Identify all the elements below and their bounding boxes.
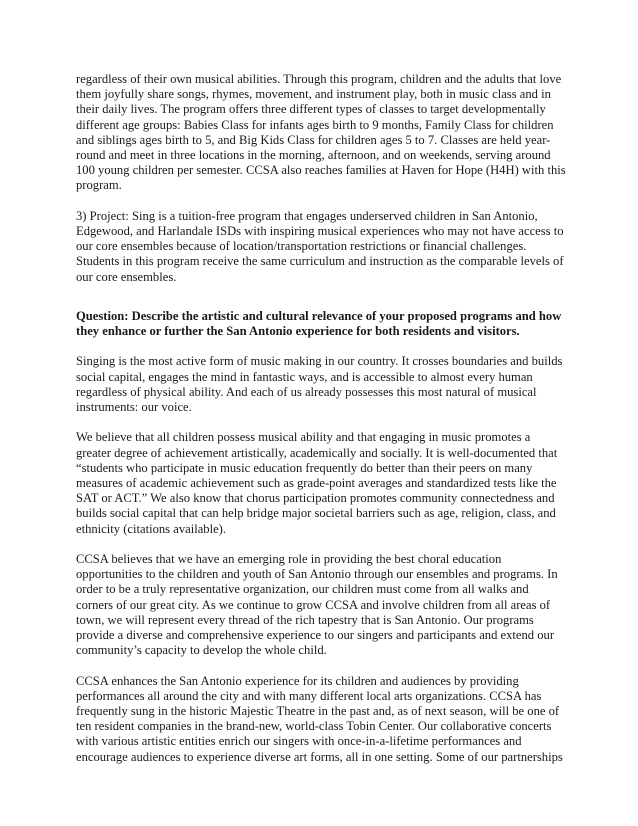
document-page (76, 72, 568, 765)
text-line: social capital, engages the mind in fantastic ways, and is accessible to almost every human (76, 369, 533, 384)
text-line: regardless of physical ability. And each of us already possesses this most natural of musical (76, 384, 537, 399)
text-line: measures of academic achievement such as grade-point averages and standardized tests like the (76, 476, 557, 491)
text-line: with various artistic entities enrich our singers with once-in-a-lifetime performances and (76, 734, 522, 749)
text-line: different age groups: Babies Class for infants ages birth to 9 months, Family Class for children (76, 117, 554, 132)
paragraph-project-sing (76, 209, 568, 285)
text-line: 100 young children per semester. CCSA also reaches families at Haven for Hope (H4H) with this (76, 163, 566, 178)
text-line: Edgewood, and Harlandale ISDs with inspiring musical experiences who may not have access to (76, 224, 564, 239)
text-line: CCSA enhances the San Antonio experience for its children and audiences by providing (76, 673, 519, 688)
text-line: round and meet in three locations in the morning, afternoon, and on weekends, serving around (76, 148, 551, 163)
text-line: encourage audiences to experience diverse art forms, all in one setting. Some of our partnerships (76, 749, 563, 764)
text-line: regardless of their own musical abilities. Through this program, children and the adults that love (76, 72, 562, 86)
text-line: program. (76, 178, 122, 193)
text-line: frequently sung in the historic Majestic Theatre in the past and, as of next season, will be one of (76, 704, 560, 719)
text-line: performances all around the city and with many different local arts organizations. CCSA has (76, 688, 542, 703)
text-line: builds social capital that can help bridge major societal barriers such as age, religion, class, and (76, 506, 556, 521)
text-line: “students who participate in music education frequently do better than their peers on many (76, 460, 533, 475)
text-line: corners of our great city. As we continue to grow CCSA and involve children from all areas of (76, 597, 551, 612)
text-line: ten resident companies in the brand-new, world-class Tobin Center. Our collaborative concerts (76, 719, 552, 734)
text-line: Singing is the most active form of music making in our country. It crosses boundaries and builds (76, 354, 563, 369)
text-line: Question: Describe the artistic and cultural relevance of your proposed programs and how (76, 308, 562, 323)
text-line: order to be a truly representative organization, our children must come from all walks and (76, 582, 529, 597)
text-line: greater degree of achievement artistically, academically and socially. It is well-documented that (76, 445, 558, 460)
paragraph-emerging-role (76, 552, 568, 658)
text-line: CCSA believes that we have an emerging role in providing the best choral education (76, 552, 502, 567)
text-line: community’s capacity to develop the whole child. (76, 643, 327, 658)
question-heading (76, 309, 568, 339)
text-line: We believe that all children possess musical ability and that engaging in music promotes a (76, 430, 531, 445)
text-line: provide a diverse and comprehensive experience to our singers and participants and extend our (76, 628, 555, 643)
text-line: SAT or ACT.” We also know that chorus participation promotes community connectedness and (76, 491, 555, 506)
text-line: and siblings ages birth to 5, and Big Kids Class for children ages 5 to 7. Classes are held year- (76, 132, 551, 147)
text-line: our core ensembles because of location/transportation restrictions or financial challenges. (76, 239, 527, 254)
text-line: our core ensembles. (76, 269, 177, 284)
text-line: 3) Project: Sing is a tuition-free program that engages underserved children in San Antonio, (76, 208, 538, 223)
paragraph-enhances (76, 674, 568, 765)
text-line: instruments: our voice. (76, 400, 192, 415)
paragraph-intro-continuation (76, 72, 568, 194)
text-line: they enhance or further the San Antonio experience for both residents and visitors. (76, 324, 520, 339)
text-line: them joyfully share songs, rhymes, movement, and instrument play, both in music class and in (76, 87, 551, 102)
text-line: opportunities to the children and youth of San Antonio through our ensembles and programs. In (76, 567, 558, 582)
paragraph-singing (76, 354, 568, 415)
text-line: town, we will represent every thread of the rich tapestry that is San Antonio. Our programs (76, 612, 534, 627)
text-line: ethnicity (citations available). (76, 521, 227, 536)
paragraph-believe (76, 430, 568, 536)
text-line: Students in this program receive the same curriculum and instruction as the comparable levels of (76, 254, 564, 269)
text-line: their daily lives. The program offers three different types of classes to target developmentally (76, 102, 546, 117)
